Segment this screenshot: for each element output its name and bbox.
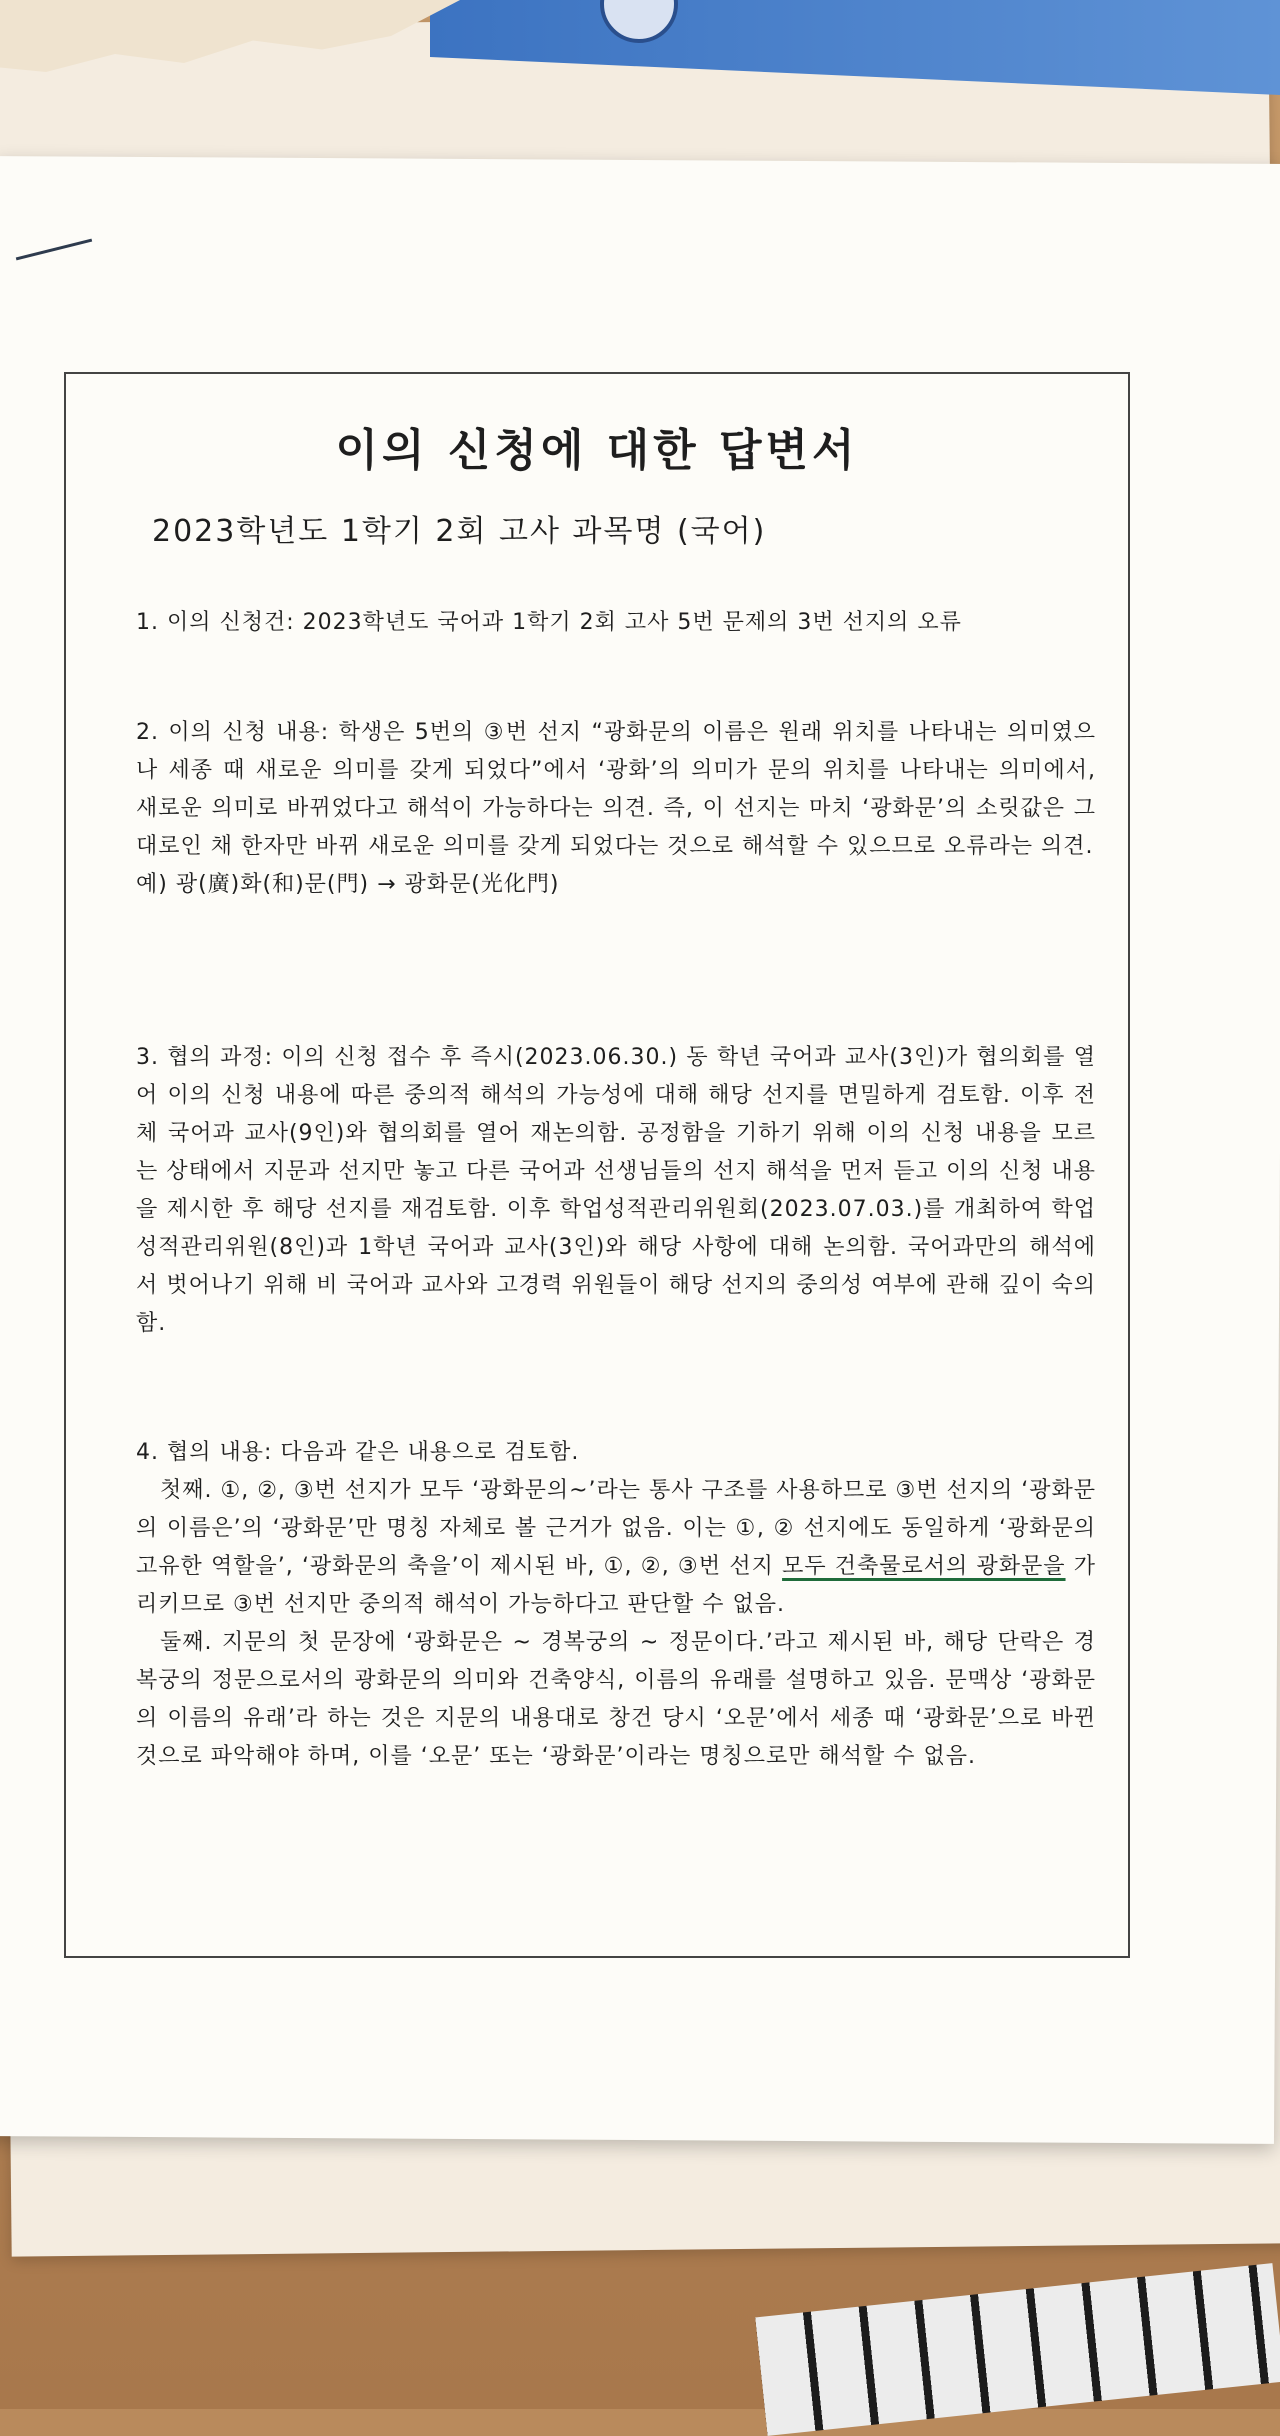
- section-1-text: 1. 이의 신청건: 2023학년도 국어과 1학기 2회 고사 5번 문제의 3번 선지의 오류: [136, 610, 962, 635]
- document-subtitle: 2023학년도 1학기 2회 고사 과목명 (국어): [152, 514, 767, 549]
- section-4-heading: 4. 협의 내용: 다음과 같은 내용으로 검토함.: [136, 1440, 580, 1465]
- section-4: [136, 1434, 1096, 1776]
- underlined-phrase: 모두 건축물로서의 광화문을: [782, 1554, 1066, 1579]
- document-title: 이의 신청에 대한 답변서: [335, 425, 859, 476]
- section-2-example: 예) 광(廣)화(和)문(門) → 광화문(光化門): [136, 872, 560, 897]
- section-3: [136, 1039, 1096, 1343]
- section-4-paragraph-2: 둘째. 지문의 첫 문장에 ‘광화문은 ~ 경복궁의 ~ 정문이다.’라고 제시된 바, 해당 단락은 경복궁의 정문으로서의 광화문의 의미와 건축양식, 이름의 유래를 설명하고 있음. 문맥상 ‘광화문의 이름의 유래’라 하는 것은 지문의 내용대로 창건 당시 ‘오문’에서 세종 때 ‘광화문’으로 바뀐 것으로 파악해야 하며, 이를 ‘오문’ 또는 ‘광화문’이라는 명칭으로만 해석할 수 없음.: [136, 1630, 1096, 1769]
- paragraph-1-text-start: 첫째. ①, ②, ③번 선지가 모두 ‘광화문의~’라는 통사 구조를 사용하므로 ③번 선지의 ‘광화문의 이름은’의 ‘광화문’만 명칭 자체로 볼 근거가 없음. 이는 ①, ② 선지에도 동일하게 ‘광화문의 고유한 역할을’, ‘광화문의 축을’이 제시된 바, ①, ②, ③번 선지: [136, 1478, 1097, 1579]
- paragraph-1-text-end: 가리키므로 ③번 선지만 중의적 해석이 가능하다고 판단할 수 없음.: [136, 1554, 1097, 1617]
- document-frame: [64, 372, 1130, 1958]
- section-1: [136, 604, 1096, 642]
- section-3-text: 3. 협의 과정: 이의 신청 접수 후 즉시(2023.06.30.) 동 학년 국어과 교사(3인)가 협의회를 열어 이의 신청 내용에 따른 중의적 해석의 가능성에 대해 해당 선지를 면밀하게 검토함. 이후 전체 국어과 교사(9인)와 협의회를 열어 재논의함. 공정함을 기하기 위해 이의 신청 내용을 모르는 상태에서 지문과 선지만 놓고 다른 국어과 선생님들의 선지 해석을 먼저 듣고 이의 신청 내용을 제시한 후 해당 선지를 재검토함. 이후 학업성적관리위원회(2023.07.03.)를 개최하여 학업성적관리위원(8인)과 1학년 국어과 교사(3인)와 해당 사항에 대해 논의함. 국어과만의 해석에서 벗어나기 위해 비 국어과 교사와 고경력 위원들이 해당 선지의 중의성 여부에 관해 깊이 숙의함.: [136, 1045, 1096, 1336]
- section-4-paragraph-1: [136, 1472, 1096, 1624]
- section-2-body: 2. 이의 신청 내용: 학생은 5번의 ③번 선지 “광화문의 이름은 원래 위치를 나타내는 의미였으나 세종 때 새로운 의미를 갖게 되었다”에서 ‘광화’의 의미가 문의 위치를 나타내는 의미에서, 새로운 의미로 바뀌었다고 해석이 가능하다는 의견. 즉, 이 선지는 마치 ‘광화문’의 소릿값은 그대로인 채 한자만 바뀌 새로운 의미를 갖게 되었다는 것으로 해석할 수 있으므로 오류라는 의견.: [136, 720, 1096, 859]
- section-2: [136, 714, 1096, 904]
